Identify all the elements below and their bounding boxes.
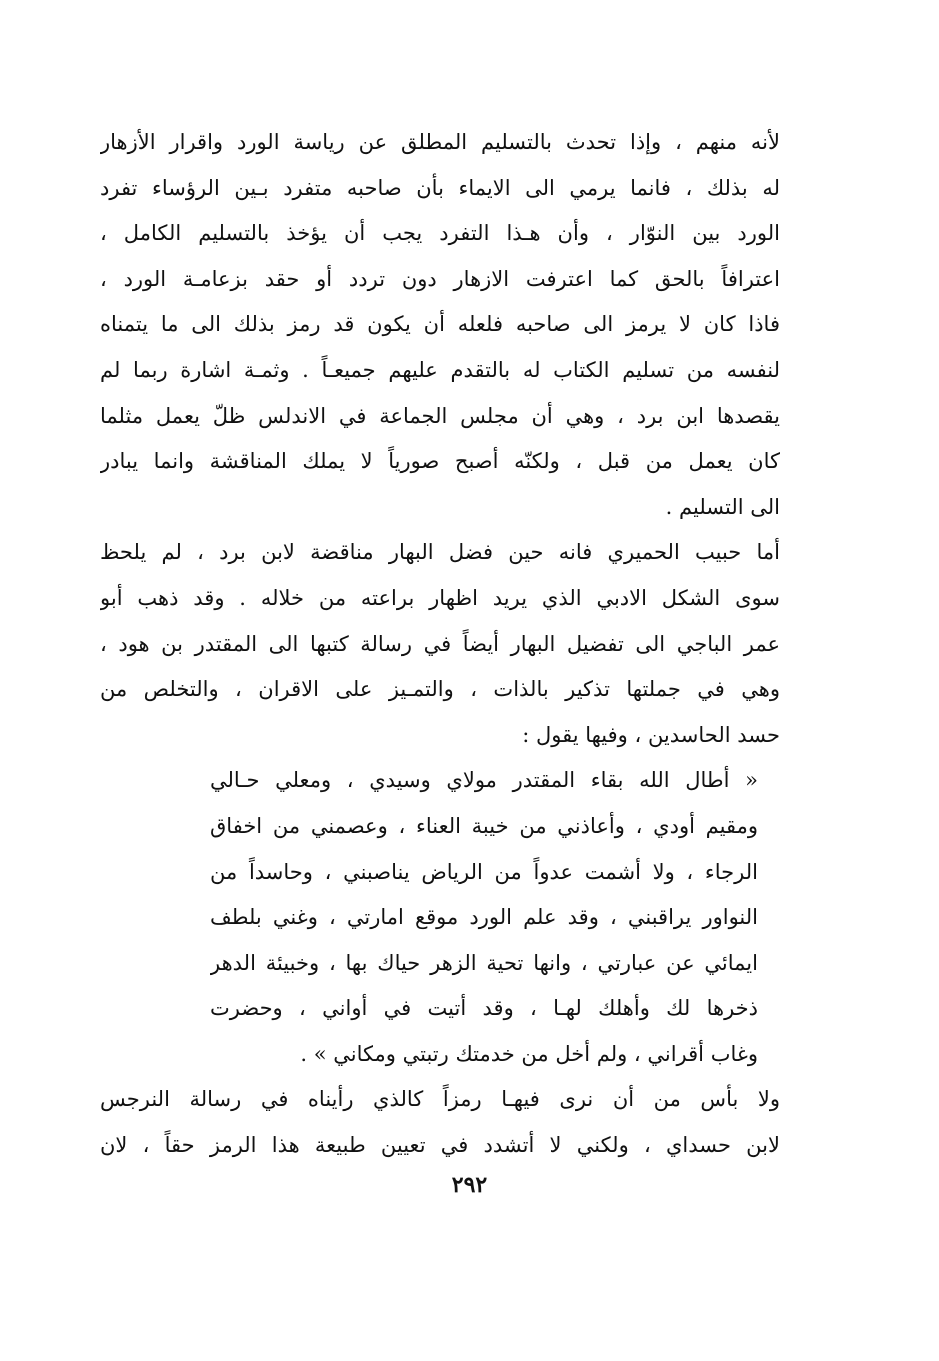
- text-line: حسد الحاسدين ، وفيها يقول :: [522, 722, 780, 747]
- paragraph-1: [100, 120, 780, 530]
- text-line: يقصدها ابن برد ، وهي أن مجلس الجماعة في الاندلس ظلّ يعمل مثلما: [100, 403, 780, 428]
- text-line: اعترافاً بالحق كما اعترفت الازهار دون تردد أو حقد بزعامـة الورد ،: [100, 266, 780, 291]
- quote-line: النواور يراقبني ، وقد علم الورد موقع امارتي ، وغني بلطف: [210, 905, 758, 930]
- quote-line: الرجاء ، ولا أشمت عدواً من الرياض يناصبني ، وحاسداً من: [210, 859, 758, 884]
- text-line: وهي في جملتها تذكير بالذات ، والتمـيز على الاقران ، والتخلص من: [100, 677, 780, 702]
- quote-line: ومقيم أودي ، وأعاذني من خيبة العناء ، وعصمني من اخفاق: [210, 813, 758, 838]
- text-line: لابن حسداي ، ولكني لا أتشدد في تعيين طبيعة هذا الرمز حقاً ، لان: [100, 1133, 780, 1158]
- text-line: عمر الباجي الى تفضيل البهار أيضاً في رسالة كتبها الى المقتدر بن هود ،: [100, 631, 780, 656]
- text-line: سوى الشكل الادبي الذي يريد اظهار براعته من خلاله . وقد ذهب أبو: [100, 585, 780, 610]
- text-line: كان يعمل من قبل ، ولكنّه أصبح صورياً لا يملك المناقشة وانما يبادر: [100, 449, 780, 474]
- text-line: لأنه منهم ، وإذا تحدث بالتسليم المطلق عن رياسة الورد واقرار الأزهار: [100, 130, 780, 154]
- text-line: لنفسه من تسليم الكتاب له بالتقدم عليهم جميعـاً . وثمـة اشارة ربما لم: [100, 357, 780, 382]
- text-line: الورد بين النوّار ، وأن هـذا التفرد يجب أن يؤخذ بالتسليم الكامل ،: [100, 221, 780, 246]
- text-line: ولا بأس من أن نرى فيهـا رمزاً كالذي رأيناه في رسالة النرجس: [100, 1087, 780, 1112]
- text-line: له بذلك ، فانما يرمي الى الايماء بأن صاحبه متفرد بـين الرؤساء تفرد: [100, 175, 780, 200]
- quote-line: ذخرها لك وأهلك لهـا ، وقد أتيت في أواني ، وحضرت: [210, 996, 758, 1021]
- text-line: الى التسليم .: [665, 494, 780, 519]
- quote-line: وغاب أقراني ، ولم أخل من خدمتك رتبتي ومكاني » .: [300, 1041, 758, 1066]
- quote-line: ايمائي عن عبارتي ، وانها تحية الزهر حياك بها ، وخبيئة الدهر: [210, 950, 758, 975]
- quote-line: « أطال الله بقاء المقتدر مولاي وسيدي ، ومعلي حـالي: [210, 768, 758, 793]
- page-number: ٢٩٢: [451, 1172, 488, 1198]
- block-quote: [100, 758, 780, 1077]
- paragraph-3: [100, 1077, 780, 1168]
- paragraph-2: [100, 530, 780, 758]
- text-line: فاذا كان لا يرمز الى صاحبه فلعله أن يكون قد رمز بذلك الى ما يتمناه: [100, 312, 780, 337]
- text-line: أما حبيب الحميري فانه حين فضل البهار مناقضة لابن برد ، لم يلحظ: [100, 540, 780, 565]
- page-text: [100, 120, 780, 1169]
